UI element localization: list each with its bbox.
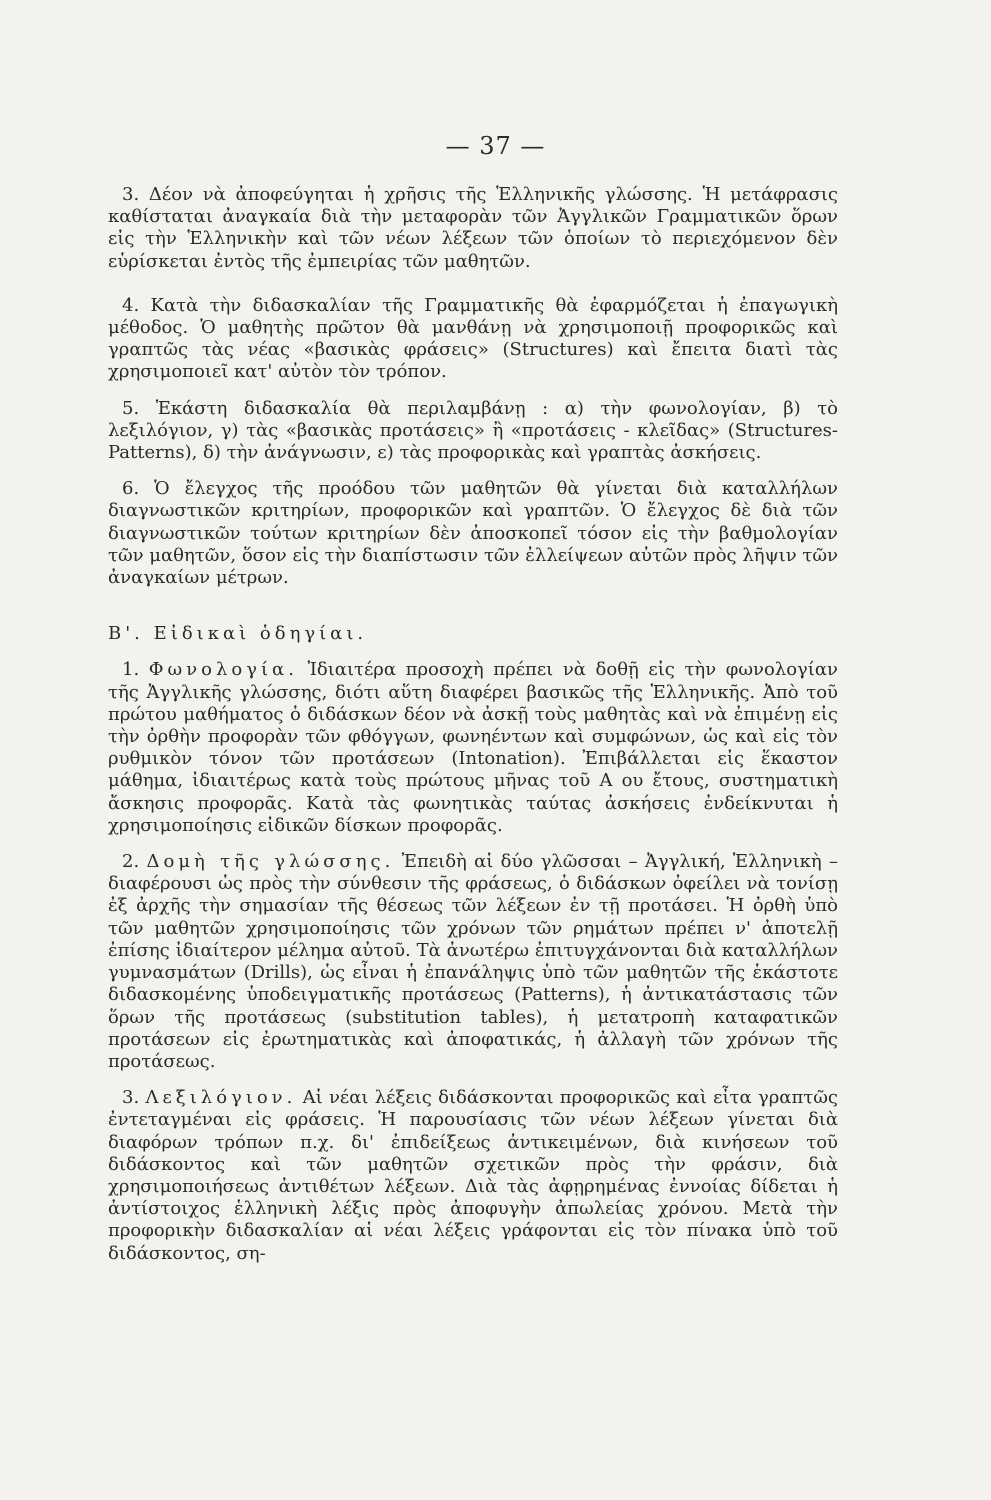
paragraph-5: 5. Ἑκάστη διδασκαλία θὰ περιλαμβάνῃ : α) τὴν φωνολογίαν, β) τὸ λεξιλόγιον, γ) τὰς «βασικὰς προτάσεις» ἢ «προτάσεις - κλεῖδας» (Structures-Patterns), δ) τὴν ἀνάγνωσιν, ε) τὰς προφορικὰς καὶ γραπτὰς ἀσκήσεις. <box>108 397 838 464</box>
item-text: Αἱ νέαι λέξεις διδάσκονται προφορικῶς καὶ εἶτα γραπτῶς ἐντεταγμέναι εἰς φράσεις. Ἡ παρουσίασις τῶν νέων λέξεων γίνεται διὰ διαφόρων τρόπων π.χ. δι' ἐπιδείξεως ἀντικειμένων, διὰ κινήσεων τοῦ διδάσκοντος καὶ τῶν μαθητῶν σχετικῶν πρὸς τὴν φράσιν, διὰ χρησιμοποιήσεως ἀντιθέτων λέξεων. Διὰ τὰς ἀφῃρημένας ἐννοίας δίδεται ἡ ἀντίστοιχος ἑλληνικὴ λέξις πρὸς ἀποφυγὴν ἀπωλείας χρόνου. Μετὰ τὴν προφορικὴν διδασκαλίαν αἱ νέαι λέξεις γράφονται εἰς τὸν πίνακα ὑπὸ τοῦ διδάσκοντος, ση- <box>108 1087 838 1264</box>
item-text: Ἰδιαιτέρα προσοχὴ πρέπει νὰ δοθῇ εἰς τὴν φωνολογίαν τῆς Ἀγγλικῆς γλώσσης, διότι αὕτη διαφέρει βασικῶς τῆς Ἑλληνικῆς. Ἀπὸ τοῦ πρώτου μαθήματος ὁ διδάσκων δέον νὰ ἀσκῇ τοὺς μαθητὰς καὶ νὰ ἐπιμένῃ εἰς τὴν ὀρθὴν προφορὰν τῶν φθόγγων, φωνηέντων καὶ συμφώνων, ὡς καὶ εἰς τὸν ρυθμικὸν τόνον τῶν προτάσεων (Intonation). Ἐπιβάλλεται εἰς ἕκαστον μάθημα, ἰδιαιτέρως κατὰ τοὺς πρώτους μῆνας τοῦ Α ου ἔτους, συστηματικὴ ἄσκησις προφορᾶς. Κατὰ τὰς φωνητικὰς ταύτας ἀσκήσεις ἐνδείκνυται ἡ χρησιμοποίησις εἰδικῶν δίσκων προφορᾶς. <box>108 659 838 836</box>
item-title: Λεξιλόγιον. <box>145 1087 297 1109</box>
paragraph-4: 4. Κατὰ τὴν διδασκαλίαν τῆς Γραμματικῆς θὰ ἐφαρμόζεται ἡ ἐπαγωγικὴ μέθοδος. Ὁ μαθητὴς πρῶτον θὰ μανθάνῃ νὰ χρησιμοποιῇ προφορικῶς καὶ γραπτῶς τὰς νέας «βασικὰς φράσεις» (Structures) καὶ ἔπειτα διατὶ τὰς χρησιμοποιεῖ κατ' αὐτὸν τὸν τρόπον. <box>108 294 838 383</box>
item-phonology <box>108 659 838 837</box>
item-title: Φωνολογία. <box>148 659 298 681</box>
section-heading-b: Β'. Εἰδικαὶ ὁδηγίαι. <box>108 623 368 645</box>
item-vocabulary <box>108 1087 838 1265</box>
item-number: 1. <box>122 659 140 681</box>
item-number: 3. <box>122 1087 140 1109</box>
item-structure <box>108 851 838 1073</box>
page-number: — 37 — <box>445 132 546 160</box>
paragraph-6: 6. Ὁ ἔλεγχος τῆς προόδου τῶν μαθητῶν θὰ γίνεται διὰ καταλλήλων διαγνωστικῶν κριτηρίων, προφορικῶν καὶ γραπτῶν. Ὁ ἔλεγχος δὲ διὰ τῶν διαγνωστικῶν τούτων κριτηρίων δὲν ἀποσκοπεῖ τόσον εἰς τὴν βαθμολογίαν τῶν μαθητῶν, ὅσον εἰς τὴν διαπίστωσιν τῶν ἐλλείψεων αὐτῶν πρὸς λῆψιν τῶν ἀναγκαίων μέτρων. <box>108 478 838 589</box>
item-title: Δομὴ τῆς γλώσσης. <box>146 851 395 873</box>
item-number: 2. <box>122 851 140 873</box>
page-body <box>108 184 838 1265</box>
item-text: Ἐπειδὴ αἱ δύο γλῶσσαι – Ἀγγλική, Ἑλληνικὴ – διαφέρουσι ὡς πρὸς τὴν σύνθεσιν τῆς φράσεως, ὁ διδάσκων ὀφείλει νὰ τονίσῃ ἐξ ἀρχῆς τὴν σημασίαν τῆς θέσεως τῶν λέξεων ἐν τῇ προτάσει. Ἡ ὀρθὴ ὑπὸ τῶν μαθητῶν χρησιμοποίησις τῶν χρόνων τῶν ρημάτων πρέπει ν' ἀποτελῇ ἐπίσης ἰδιαίτερον μέλημα αὐτοῦ. Τὰ ἀνωτέρω ἐπιτυγχάνονται διὰ καταλλήλων γυμνασμάτων (Drills), ὡς εἶναι ἡ ἐπανάληψις ὑπὸ τῶν μαθητῶν τῆς ἑκάστοτε διδασκομένης ὑποδειγματικῆς προτάσεως (Patterns), ἡ ἀντικατάστασις τῶν ὅρων τῆς προτάσεως (substitution tables), ἡ μετατροπὴ καταφατικῶν προτάσεων εἰς ἐρωτηματικὰς καὶ ἀποφατικάς, ἡ ἀλλαγὴ τῶν χρόνων τῆς προτάσεως. <box>108 851 838 1072</box>
paragraph-3: 3. Δέον νὰ ἀποφεύγηται ἡ χρῆσις τῆς Ἑλληνικῆς γλώσσης. Ἡ μετάφρασις καθίσταται ἀναγκαία διὰ τὴν μεταφορὰν τῶν Ἀγγλικῶν Γραμματικῶν ὅρων εἰς τὴν Ἑλληνικὴν καὶ τῶν νέων λέξεων τῶν ὁποίων τὸ περιεχόμενον δὲν εὑρίσκεται ἐντὸς τῆς ἐμπειρίας τῶν μαθητῶν. <box>108 184 838 272</box>
